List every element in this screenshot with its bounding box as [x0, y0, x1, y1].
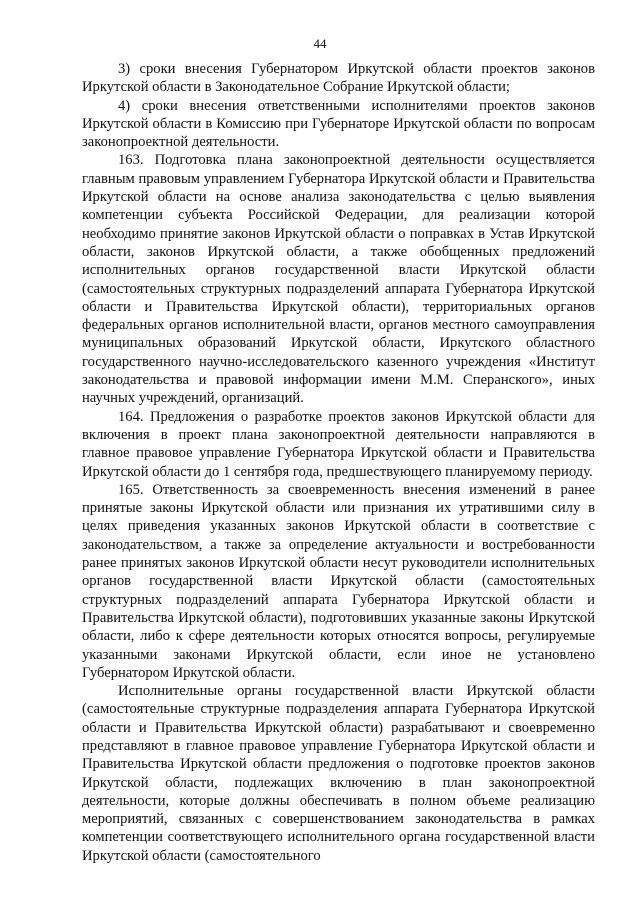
paragraph-165: 165. Ответственность за своевременность внесения изменений в ранее принятые законы Иркутской области или признания их утратившими силу в целях приведения указанных законов Иркутской области в соответствие с законодательством, а также за определение актуальности и востребованности ранее принятых законов Иркутской области несут руководители исполнительных органов государственной власти Иркутской области (самостоятельных структурных подразделений аппарата Губернатора Иркутской области и Правительства Иркутской области), подготовивших указанные законы Иркутской области, либо к сфере деятельности которых относятся вопросы, регулируемые указанными законами Иркутской области, если иное не установлено Губернатором Иркутской области. [82, 481, 595, 681]
paragraph-164: 164. Предложения о разработке проектов законов Иркутской области для включения в проект плана законопроектной деятельности направляются в главное правовое управление Губернатора Иркутской области и Правительства Иркутской области до 1 сентября года, предшествующего планируемому периоду. [82, 408, 595, 480]
paragraph-item-4: 4) сроки внесения ответственными исполнителями проектов законов Иркутской области в Комиссию при Губернаторе Иркутской области по вопросам законопроектной деятельности. [82, 97, 595, 151]
paragraph-item-3: 3) сроки внесения Губернатором Иркутской области проектов законов Иркутской области в Законодательное Собрание Иркутской области; [82, 61, 595, 96]
paragraph-163: 163. Подготовка плана законопроектной деятельности осуществляется главным правовым управлением Губернатора Иркутской области и Правительства Иркутской области на основе анализа законодательства с целью выявления компетенции субъекта Российской Федерации, для реализации которой необходимо принятие законов Иркутской области о поправках в Устав Иркутской области, законов Иркутской области, а также обобщенных предложений исполнительных органов государственной власти Иркутской области (самостоятельных структурных подразделений аппарата Губернатора Иркутской области и Правительства Иркутской области), территориальных органов федеральных органов исполнительной власти, органов местного самоуправления муниципальных образований Иркутской области, Иркутского областного государственного научно-исследовательского казенного учреждения «Институт законодательства и правовой информации имени М.М. Сперанского», иных научных учреждений, организаций. [82, 152, 595, 407]
paragraph-executive-bodies: Исполнительные органы государственной власти Иркутской области (самостоятельные структурные подразделения аппарата Губернатора Иркутской области и Правительства Иркутской области) разрабатывают и своевременно представляют в главное правовое управление Губернатора Иркутской области и Правительства Иркутской области предложения о подготовке проектов законов Иркутской области, подлежащих включению в план законопроектной деятельности, которые должны обеспечивать в полном объеме реализацию мероприятий, связанных с совершенствованием законодательства в рамках компетенции соответствующего исполнительного органа государственной власти Иркутской области (самостоятельного [82, 683, 595, 864]
page-number: 44 [313, 36, 327, 51]
document-body [82, 60, 595, 865]
